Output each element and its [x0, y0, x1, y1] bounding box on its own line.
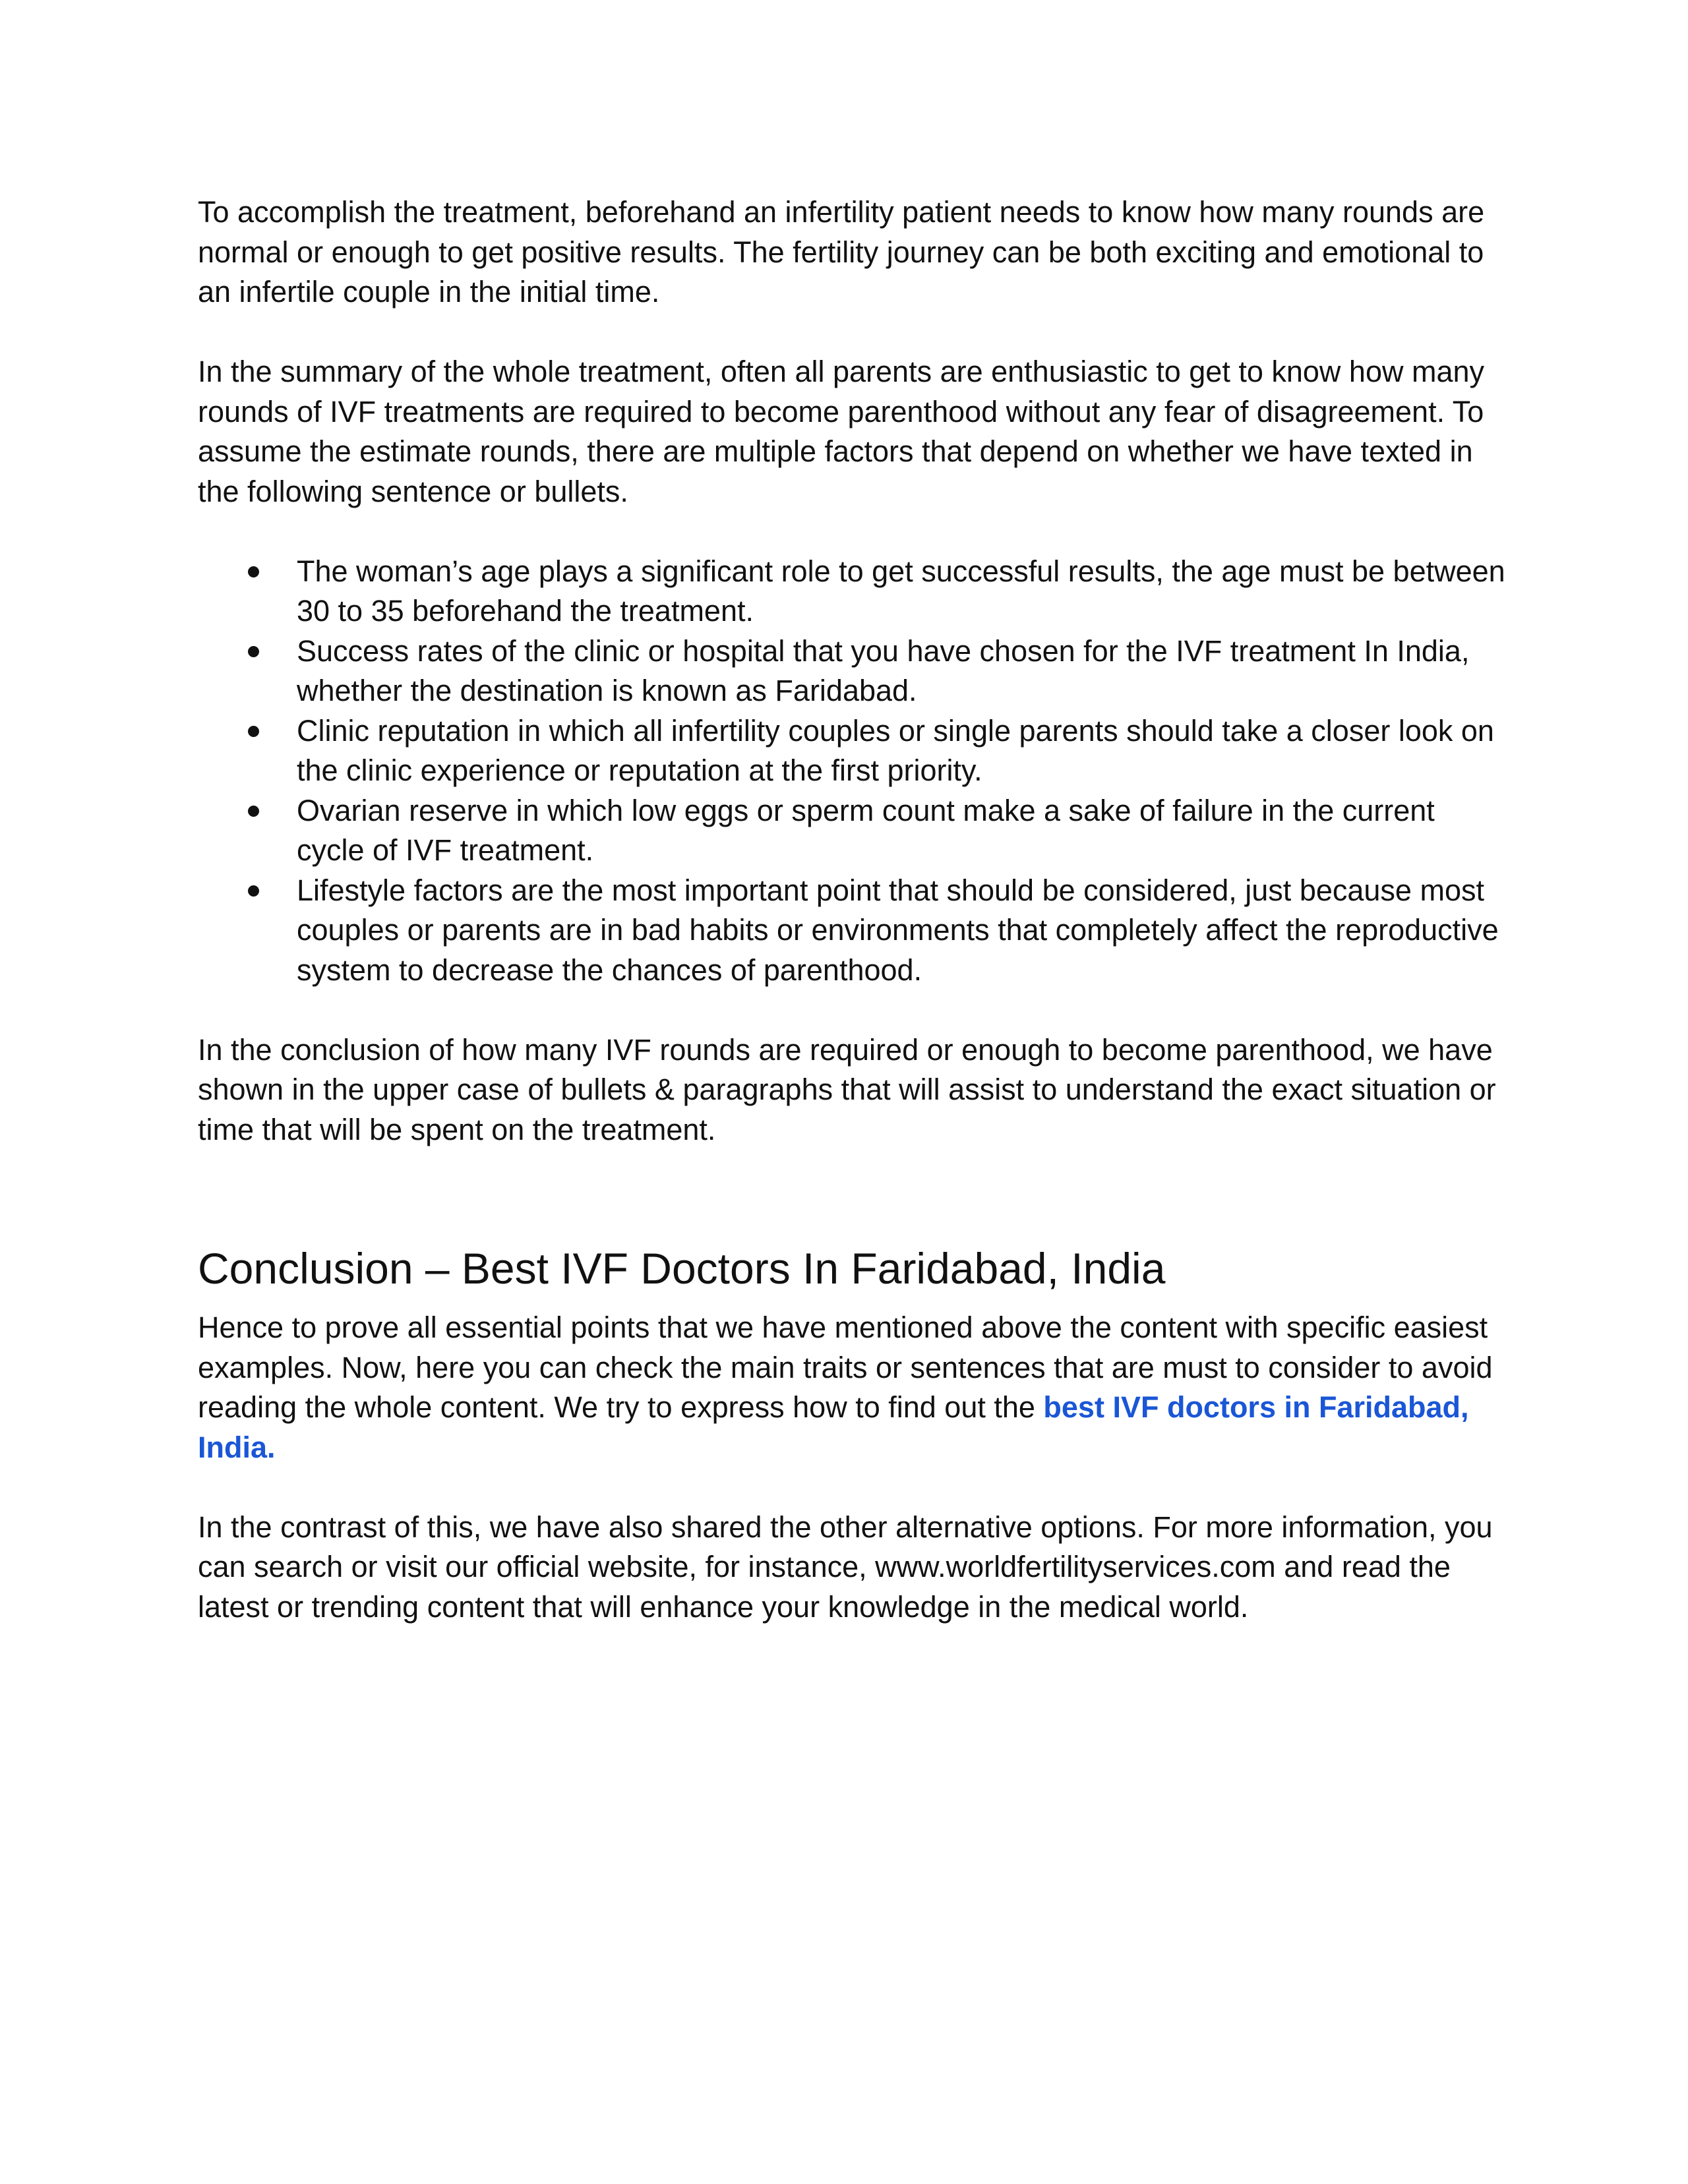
bullet-text: Ovarian reserve in which low eggs or sperm count make a sake of failure in the current cycle of IVF treatment. [297, 793, 1435, 867]
bullet-item-success-rates [198, 632, 1510, 711]
bullet-text: Clinic reputation in which all infertility couples or single parents should take a closer look on the clinic experience or reputation at the first priority. [297, 713, 1494, 787]
summary-paragraph: In the summary of the whole treatment, often all parents are enthusiastic to get to know how many rounds of IVF treatments are required to become parenthood without any fear of disagreement. To assume the estimate rounds, there are multiple factors that depend on whether we have texted in the following sentence or bullets. [198, 355, 1485, 508]
bullet-dot-icon [248, 806, 259, 817]
best-ivf-doctors-link[interactable]: best IVF doctors in Faridabad, India. [198, 1390, 1469, 1464]
contrast-paragraph: In the contrast of this, we have also shared the other alternative options. For more information, you can search or visit our official website, for instance, www.worldfertilityservices.com and read the latest or trending content that will enhance your knowledge in the medical world. [198, 1510, 1493, 1624]
bullet-text: Lifestyle factors are the most important point that should be considered, just because most couples or parents are in bad habits or environments that completely affect the reproductive system to decrease the chances of parenthood. [297, 873, 1499, 987]
section-spacer [198, 1150, 1510, 1242]
intro-paragraph: To accomplish the treatment, beforehand an infertility patient needs to know how many rounds are normal or enough to get positive results. The fertility journey can be both exciting and emotional to an infertile couple in the initial time. [198, 195, 1485, 309]
document-body [198, 192, 1510, 1627]
bullet-dot-icon [248, 885, 259, 897]
bullet-dot-icon [248, 646, 259, 657]
bullet-item-ovarian-reserve [198, 791, 1510, 871]
bullet-text: Success rates of the clinic or hospital that you have chosen for the IVF treatment In India, whether the destination is known as Faridabad. [297, 634, 1470, 707]
bullet-item-lifestyle [198, 871, 1510, 991]
paragraph-spacer [198, 512, 1510, 552]
conclusion-paragraph: In the conclusion of how many IVF rounds are required or enough to become parenthood, we have shown in the upper case of bullets & paragraphs that will assist to understand the exact situation or time that will be spent on the treatment. [198, 1032, 1496, 1146]
bullet-item-clinic-reputation [198, 711, 1510, 791]
conclusion-heading: Conclusion – Best IVF Doctors In Faridabad, India [198, 1244, 1166, 1293]
hence-paragraph-text: Hence to prove all essential points that we have mentioned above the content with specific easiest examples. Now, here you can check the main traits or sentences that are must to consider to avoid reading the whole content. We try to express how to find out the [198, 1311, 1493, 1424]
paragraph-spacer [198, 990, 1510, 1030]
bullet-dot-icon [248, 566, 259, 577]
bullet-dot-icon [248, 726, 259, 737]
hence-paragraph [198, 1308, 1510, 1467]
factors-bullet-list [198, 552, 1510, 991]
paragraph-spacer [198, 312, 1510, 353]
paragraph-spacer [198, 1467, 1510, 1508]
heading-spacer [198, 1295, 1510, 1308]
bullet-text: The woman’s age plays a significant role to get successful results, the age must be between 30 to 35 beforehand the treatment. [297, 554, 1505, 628]
bullet-item-age [198, 552, 1510, 632]
